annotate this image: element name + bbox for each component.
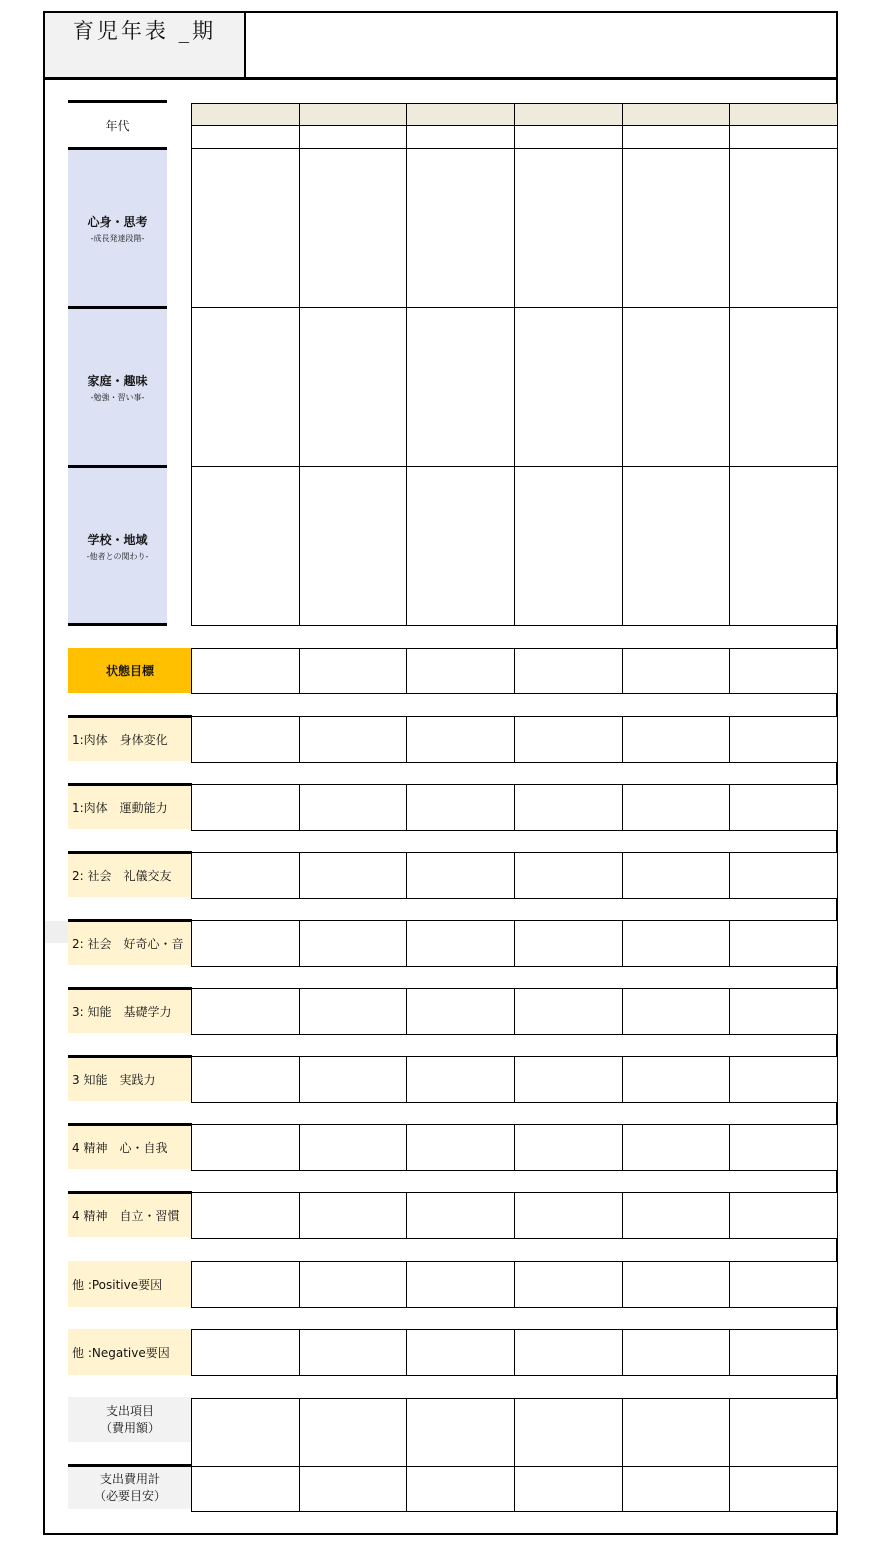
category-cell[interactable] [622,1056,730,1103]
expense-cell[interactable] [299,1398,407,1467]
section-cell[interactable] [299,148,407,308]
section-cell[interactable] [191,466,300,626]
row-label: 1:肉体 運動能力 [68,783,192,829]
section-subtitle: -他者との関わり- [86,551,149,561]
spacer-cell-strip [191,762,838,784]
expense-total-cell[interactable] [729,1466,838,1512]
expense-cell[interactable] [191,1398,300,1467]
section-cell[interactable] [729,148,838,308]
category-cell[interactable] [299,920,407,967]
category-cell[interactable] [191,1124,300,1171]
category-cell[interactable] [622,716,730,763]
category-cell[interactable] [406,1056,515,1103]
category-cell[interactable] [299,784,407,831]
expense-line: （必要目安） [93,1489,166,1503]
category-cell[interactable] [191,1261,300,1308]
category-cell[interactable] [622,1329,730,1376]
spacer-cell-strip [191,830,838,852]
category-cell[interactable] [514,852,623,899]
section-cell[interactable] [622,307,730,467]
spacer-cell-strip [191,1375,838,1398]
category-cell[interactable] [299,988,407,1035]
row-label: 他 :Negative要因 [68,1329,192,1375]
category-cell[interactable] [191,1056,300,1103]
row-label: 4 精神 自立・習慣 [68,1191,192,1237]
expense-total-cell[interactable] [406,1466,515,1512]
category-cell[interactable] [729,1124,838,1171]
title-input-area[interactable] [246,11,838,79]
spacer-cell-strip [191,1307,838,1329]
expense-line: （費用額） [99,1420,160,1435]
expense-cell[interactable] [514,1398,623,1467]
category-cell[interactable] [622,920,730,967]
row-label: 4 精神 心・自我 [68,1123,192,1169]
category-cell[interactable] [299,1124,407,1171]
header-divider [43,77,838,80]
page-title: 育児年表 _期 [72,19,217,43]
category-cell[interactable] [191,1329,300,1376]
expense-cell[interactable] [622,1398,730,1467]
section-cell[interactable] [622,148,730,308]
spacer-cell-strip [191,1034,838,1056]
category-cell[interactable] [406,716,515,763]
era-cell[interactable] [622,125,730,149]
spacer-cell-strip [191,898,838,920]
category-cell[interactable] [406,784,515,831]
era-cell[interactable] [729,125,838,149]
category-cell[interactable] [622,784,730,831]
expense-cell[interactable] [729,1398,838,1467]
goal-cell[interactable] [729,648,838,694]
category-cell[interactable] [622,1261,730,1308]
section-cell[interactable] [729,466,838,626]
section-subtitle: -成長発達段階- [90,233,145,243]
section-label-family [68,306,167,465]
expense-total-cell[interactable] [191,1466,300,1512]
category-cell[interactable] [514,988,623,1035]
expense-total-cell[interactable] [622,1466,730,1512]
section-title: 学校・地域 [87,532,148,547]
era-header-cell[interactable] [622,103,730,126]
expense-label-items [68,1397,192,1442]
section-cell[interactable] [729,307,838,467]
section-cell[interactable] [514,307,623,467]
goal-cell[interactable] [406,648,515,694]
era-header-cell[interactable] [514,103,623,126]
category-cell[interactable] [622,1192,730,1239]
category-cell[interactable] [729,1192,838,1239]
section-label-mind [68,147,167,306]
expense-line: 支出費用計 [99,1472,160,1486]
category-cell[interactable] [514,920,623,967]
section-title: 家庭・趣味 [87,373,148,388]
category-cell[interactable] [406,1261,515,1308]
category-cell[interactable] [191,784,300,831]
category-cell[interactable] [191,852,300,899]
goal-cell[interactable] [622,648,730,694]
era-header-cell[interactable] [406,103,515,126]
expense-label-total [68,1464,192,1509]
category-cell[interactable] [622,988,730,1035]
era-header-cell[interactable] [729,103,838,126]
goal-cell[interactable] [299,648,407,694]
goal-cell[interactable] [191,648,300,694]
category-cell[interactable] [299,1056,407,1103]
expense-total-cell[interactable] [299,1466,407,1512]
section-cell[interactable] [406,466,515,626]
category-cell[interactable] [406,1124,515,1171]
spacer-cell-strip [191,693,838,716]
spacer-cell-strip [191,1511,838,1535]
section-cell[interactable] [622,466,730,626]
spacer-cell-strip [191,966,838,988]
expense-line: 支出項目 [105,1403,154,1418]
row-label: 1:肉体 身体変化 [68,715,192,761]
goal-label: 状態目標 [68,648,192,693]
section-cell[interactable] [191,148,300,308]
category-cell[interactable] [406,920,515,967]
expense-cell[interactable] [406,1398,515,1467]
category-cell[interactable] [514,1192,623,1239]
row-label: 2: 社会 礼儀交友 [68,851,192,897]
category-cell[interactable] [299,852,407,899]
row-label: 2: 社会 好奇心・音 [68,919,192,965]
category-cell[interactable] [406,1329,515,1376]
section-label-school [68,465,167,624]
category-cell[interactable] [729,1329,838,1376]
row-label: 3: 知能 基礎学力 [68,987,192,1033]
category-cell[interactable] [406,1192,515,1239]
category-cell[interactable] [514,784,623,831]
category-cell[interactable] [299,1329,407,1376]
spacer-cell-strip [191,1238,838,1261]
section-cell[interactable] [299,466,407,626]
spacer-cell-strip [191,1102,838,1124]
section-divider [68,623,167,626]
category-cell[interactable] [729,1056,838,1103]
section-cell[interactable] [299,307,407,467]
category-cell[interactable] [191,988,300,1035]
category-cell[interactable] [406,988,515,1035]
era-cell[interactable] [191,125,300,149]
category-cell[interactable] [514,716,623,763]
era-cell[interactable] [514,125,623,149]
category-cell[interactable] [299,1192,407,1239]
spacer-cell-strip [191,1170,838,1192]
goal-cell[interactable] [514,648,623,694]
era-cell[interactable] [406,125,515,149]
category-cell[interactable] [514,1056,623,1103]
category-cell[interactable] [299,716,407,763]
category-cell[interactable] [191,1192,300,1239]
category-cell[interactable] [729,988,838,1035]
era-label: 年代 [68,100,167,147]
category-cell[interactable] [514,1261,623,1308]
category-cell[interactable] [622,1124,730,1171]
category-cell[interactable] [729,852,838,899]
category-cell[interactable] [729,920,838,967]
section-cell[interactable] [406,307,515,467]
side-tab [45,921,68,943]
era-header-cell[interactable] [299,103,407,126]
section-title: 心身・思考 [87,214,148,229]
category-cell[interactable] [729,716,838,763]
category-cell[interactable] [622,852,730,899]
era-cell[interactable] [299,125,407,149]
category-cell[interactable] [299,1261,407,1308]
category-cell[interactable] [729,784,838,831]
section-cell[interactable] [514,148,623,308]
category-cell[interactable] [191,920,300,967]
section-cell[interactable] [514,466,623,626]
category-cell[interactable] [514,1124,623,1171]
section-cell[interactable] [406,148,515,308]
category-cell[interactable] [406,852,515,899]
category-cell[interactable] [191,716,300,763]
section-subtitle: -勉強・習い事- [90,392,145,402]
era-header-cell[interactable] [191,103,300,126]
row-label: 他 :Positive要因 [68,1261,192,1307]
expense-total-cell[interactable] [514,1466,623,1512]
category-cell[interactable] [514,1329,623,1376]
section-cell[interactable] [191,307,300,467]
row-label: 3 知能 実践力 [68,1055,192,1101]
category-cell[interactable] [729,1261,838,1308]
